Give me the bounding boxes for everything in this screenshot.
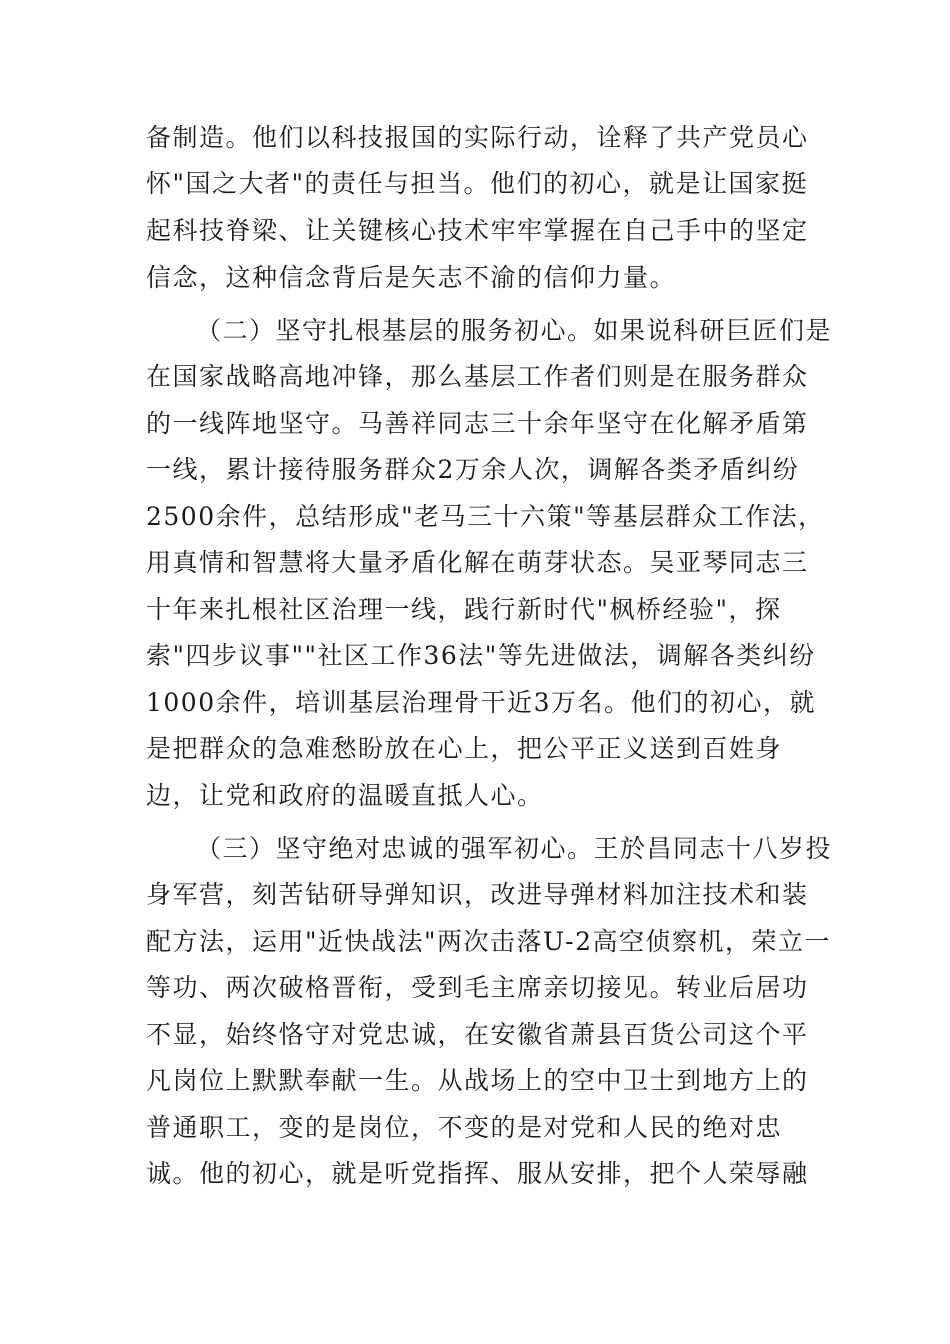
text-line: 不显，始终恪守对党忠诚，在安徽省萧县百货公司这个平 [146, 1020, 809, 1049]
text-line: 等功、两次破格晋衔，受到毛主席亲切接见。转业后居功 [146, 973, 809, 1002]
section-heading-line: （二）坚守扎根基层的服务初心。如果说科研巨匠们是 [196, 316, 833, 345]
text-line: 是把群众的急难愁盼放在心上，把公平正义送到百姓身 [146, 734, 783, 763]
text-line: 诚。他的初心，就是听党指挥、服从安排，把个人荣辱融 [146, 1159, 809, 1188]
text-line: 身军营，刻苦钻研导弹知识，改进导弹材料加注技术和装 [146, 880, 809, 909]
text-line: 备制造。他们以科技报国的实际行动，诠释了共产党员心 [146, 123, 809, 152]
text-line: 一线，累计接待服务群众2万余人次，调解各类矛盾纠纷 [146, 455, 800, 484]
text-line: 普通职工，变的是岗位，不变的是对党和人民的绝对忠 [146, 1113, 783, 1142]
text-line: 十年来扎根社区治理一线，践行新时代"枫桥经验"，探 [146, 595, 782, 624]
section-heading-line: （三）坚守绝对忠诚的强军初心。王於昌同志十八岁投 [196, 834, 833, 863]
text-line: 凡岗位上默默奉献一生。从战场上的空中卫士到地方上的 [146, 1066, 809, 1095]
text-line: 2500余件，总结形成"老马三十六策"等基层群众工作法， [146, 502, 825, 531]
text-line: 起科技脊梁、让关键核心技术牢牢掌握在自己手中的坚定 [146, 216, 809, 245]
text-line: 的一线阵地坚守。马善祥同志三十余年坚守在化解矛盾第 [146, 409, 809, 438]
text-line: 1000余件，培训基层治理骨干近3万名。他们的初心，就 [146, 688, 817, 717]
text-line: 信念，这种信念背后是矢志不渝的信仰力量。 [146, 263, 677, 292]
text-line: 边，让党和政府的温暖直抵人心。 [146, 781, 544, 810]
text-line: 用真情和智慧将大量矛盾化解在萌芽状态。吴亚琴同志三 [146, 548, 809, 577]
text-line: 配方法，运用"近快战法"两次击落U-2高空侦察机，荣立一 [146, 927, 831, 956]
text-line: 在国家战略高地冲锋，那么基层工作者们则是在服务群众 [146, 362, 809, 391]
text-line: 怀"国之大者"的责任与担当。他们的初心，就是让国家挺 [146, 169, 809, 198]
text-line: 索"四步议事""社区工作36法"等先进做法，调解各类纠纷 [146, 641, 816, 670]
